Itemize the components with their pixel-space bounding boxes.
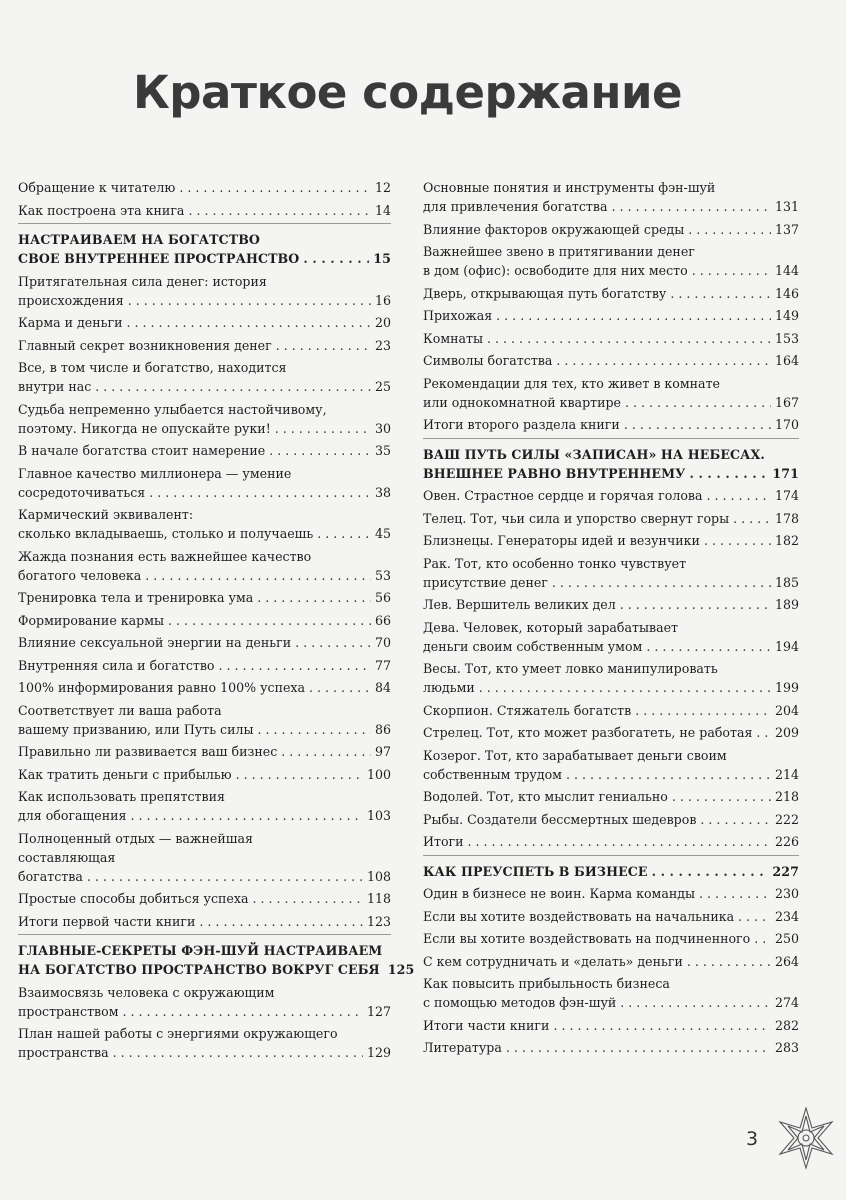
toc-page-number: 178 — [774, 510, 799, 526]
toc-page-number: 264 — [774, 953, 799, 969]
toc-page-number: 226 — [774, 834, 799, 849]
dot-leader — [276, 336, 371, 355]
dot-leader — [145, 566, 371, 585]
toc-entry — [18, 889, 391, 908]
toc-entry — [18, 787, 391, 825]
toc-entry-text: План нашей работы с энергиями окружающего — [18, 1026, 338, 1041]
toc-entry-text: Итоги второго раздела книги — [423, 417, 620, 432]
toc-entry-text: богатого человека — [18, 567, 142, 583]
dot-leader — [738, 907, 771, 926]
dot-leader — [295, 633, 371, 652]
toc-entry-text: Полноценный отдых — важнейшая — [18, 830, 253, 846]
toc-page-number: 149 — [774, 308, 799, 323]
toc-page-number: 194 — [774, 638, 799, 654]
toc-page-number: 170 — [774, 417, 799, 432]
toc-entry — [423, 618, 799, 656]
toc-page-number: 182 — [774, 533, 799, 548]
toc-page-number: 77 — [374, 657, 391, 673]
toc-page-number: 125 — [387, 962, 415, 977]
toc-page-number: 118 — [366, 891, 391, 906]
toc-page-number: 84 — [374, 680, 391, 695]
toc-entry — [18, 505, 391, 543]
dot-leader — [692, 261, 771, 280]
dot-leader — [689, 464, 768, 483]
toc-entry-text: Итоги части книги — [423, 1017, 550, 1033]
toc-entry-text: Рыбы. Создатели бессмертных шедевров — [423, 811, 697, 827]
toc-page-number: 146 — [774, 285, 799, 301]
toc-page-number: 35 — [374, 443, 391, 458]
dot-leader — [754, 929, 771, 948]
dot-leader — [487, 329, 771, 348]
toc-entry-text: с помощью методов фэн-шуй — [423, 995, 617, 1010]
dot-leader — [624, 415, 771, 434]
toc-page-number: 70 — [374, 635, 391, 650]
toc-entry-text: пространства — [18, 1045, 109, 1060]
toc-page-number: 218 — [774, 789, 799, 804]
toc-entry — [18, 464, 391, 502]
toc-entry — [423, 832, 799, 851]
dot-leader — [625, 393, 771, 412]
toc-entry — [18, 678, 391, 697]
dot-leader — [281, 742, 371, 761]
toc-entry-text: Влияние факторов окружающей среды — [423, 221, 685, 237]
dot-leader — [479, 678, 771, 697]
toc-right-column — [423, 178, 799, 1061]
dot-leader — [317, 524, 371, 543]
dot-leader — [219, 656, 371, 675]
toc-page-number: 15 — [373, 251, 391, 266]
toc-page-number: 66 — [374, 612, 391, 628]
toc-entry — [423, 415, 799, 434]
toc-entry-text: Простые способы добиться успеха — [18, 891, 249, 906]
toc-entry-text: Влияние сексуальной энергии на деньги — [18, 635, 292, 650]
toc-page-number: 209 — [774, 725, 799, 740]
toc-entry — [423, 1038, 799, 1057]
toc-entry-text: присутствие денег — [423, 574, 548, 590]
dot-leader — [566, 765, 771, 784]
toc-page-number: 127 — [366, 1003, 391, 1019]
dot-leader — [635, 701, 771, 720]
toc-page-number: 56 — [374, 590, 391, 605]
dot-leader — [652, 862, 769, 881]
toc-entry-text: Главный секрет возникновения денег — [18, 337, 272, 353]
toc-entry-text: В начале богатства стоит намерение — [18, 443, 266, 458]
dot-leader — [303, 249, 369, 268]
toc-entry-text: ВНЕШНЕЕ РАВНО ВНУТРЕННЕМУ — [423, 465, 686, 481]
toc-entry-text: Как построена эта книга — [18, 202, 185, 218]
toc-entry — [18, 336, 391, 355]
toc-entry — [423, 306, 799, 325]
toc-page-number: 20 — [374, 315, 391, 330]
toc-entry — [423, 220, 799, 239]
toc-entry — [18, 400, 391, 438]
dot-leader — [496, 306, 771, 325]
dot-leader — [646, 637, 771, 656]
toc-page-number: 14 — [374, 202, 391, 218]
toc-entry — [18, 701, 391, 739]
toc-entry-text: Все, в том числе и богатство, находится — [18, 360, 287, 375]
toc-entry — [423, 701, 799, 720]
toc-entry — [423, 329, 799, 348]
dot-leader — [506, 1038, 771, 1057]
section-divider — [423, 438, 799, 439]
toc-entry-text: собственным трудом — [423, 766, 562, 782]
toc-page-number: 38 — [374, 484, 391, 500]
toc-entry-text: составляющая — [18, 849, 116, 865]
toc-page-number: 222 — [774, 811, 799, 827]
toc-entry-text: СВОЕ ВНУТРЕННЕЕ ПРОСТРАНСТВО — [18, 251, 300, 266]
toc-entry-text: поэтому. Никогда не опускайте руки! — [18, 420, 271, 436]
toc-entry-text: Взаимосвязь человека с окружающим — [18, 984, 275, 1000]
dot-leader — [552, 573, 771, 592]
toc-entry-text: С кем сотрудничать и «делать» деньги — [423, 953, 683, 969]
toc-entry — [423, 907, 799, 926]
toc-entry — [423, 746, 799, 784]
toc-entry — [18, 633, 391, 652]
toc-entry — [18, 656, 391, 675]
toc-entry — [18, 1024, 391, 1062]
dot-leader — [168, 611, 371, 630]
toc-page-number: 23 — [374, 337, 391, 353]
toc-entry-text: НАСТРАИВАЕМ НА БОГАТСТВО — [18, 232, 261, 247]
toc-entry-text: Символы богатства — [423, 353, 553, 368]
toc-entry — [423, 884, 799, 903]
toc-entry-text: Комнаты — [423, 330, 484, 346]
toc-entry-text: Основные понятия и инструменты фэн-шуй — [423, 180, 716, 195]
toc-page-number: 164 — [774, 353, 799, 368]
toc-entry-text: людьми — [423, 680, 475, 695]
toc-page-number: 204 — [774, 702, 799, 718]
dot-leader — [95, 377, 371, 396]
toc-page-number: 199 — [774, 680, 799, 695]
toc-entry-text: Как тратить деньги с прибылью — [18, 766, 232, 782]
toc-entry — [423, 723, 799, 742]
toc-page-number: 45 — [374, 526, 391, 541]
toc-entry-text: Важнейшее звено в притягивании денег — [423, 244, 695, 259]
toc-entry-text: Водолей. Тот, кто мыслит гениально — [423, 789, 668, 804]
toc-page-number: 185 — [774, 574, 799, 590]
toc-entry — [18, 178, 391, 197]
toc-page-number: 16 — [374, 292, 391, 308]
dot-leader — [87, 867, 363, 886]
toc-entry-text: Кармический эквивалент: — [18, 507, 194, 522]
toc-page-number: 100 — [366, 766, 391, 782]
toc-entry-text: Литература — [423, 1040, 502, 1055]
toc-page-number: 108 — [366, 868, 391, 884]
dot-leader — [252, 889, 362, 908]
section-divider — [18, 223, 391, 224]
dot-leader — [704, 531, 771, 550]
page-title: Краткое содержание — [133, 66, 683, 119]
toc-entry-text: Телец. Тот, чьи сила и упорство свернут горы — [423, 510, 730, 526]
toc-entry-text: Тренировка тела и тренировка ума — [18, 590, 254, 605]
dot-leader — [556, 351, 771, 370]
toc-entry-text: Весы. Тот, кто умеет ловко манипулировать — [423, 661, 718, 676]
toc-entry-text: НА БОГАТСТВО ПРОСТРАНСТВО ВОКРУГ СЕБЯ — [18, 962, 380, 977]
toc-page-number: 189 — [774, 597, 799, 612]
toc-page-number: 25 — [374, 379, 391, 394]
toc-page-number: 53 — [374, 567, 391, 583]
dot-leader — [269, 441, 371, 460]
toc-page-number: 123 — [366, 913, 391, 929]
dot-leader — [707, 486, 771, 505]
toc-entry — [18, 912, 391, 931]
toc-entry — [18, 588, 391, 607]
toc-entry — [423, 554, 799, 592]
toc-page-number: 214 — [774, 766, 799, 782]
toc-entry-text: Карма и деньги — [18, 315, 123, 330]
toc-entry-text: для привлечения богатства — [423, 199, 608, 214]
toc-entry — [423, 509, 799, 528]
toc-entry-text: Притягательная сила денег: история — [18, 273, 267, 289]
toc-entry-text: Соответствует ли ваша работа — [18, 702, 222, 718]
toc-entry-text: Жажда познания есть важнейшее качество — [18, 548, 312, 564]
toc-entry-text: Дева. Человек, который зарабатывает — [423, 619, 679, 635]
section-divider — [18, 934, 391, 935]
toc-entry-text: Близнецы. Генераторы идей и везунчики — [423, 533, 700, 548]
dot-leader — [553, 1016, 771, 1035]
toc-entry — [18, 441, 391, 460]
star-ornament-icon — [774, 1106, 838, 1170]
toc-page-number: 171 — [772, 465, 799, 481]
dot-leader — [275, 419, 371, 438]
toc-entry — [18, 358, 391, 396]
toc-entry — [18, 742, 391, 761]
toc-entry-text: Козерог. Тот, кто зарабатывает деньги своим — [423, 747, 727, 763]
toc-section-heading — [18, 230, 391, 268]
toc-entry-text: пространством — [18, 1003, 119, 1019]
dot-leader — [688, 220, 771, 239]
toc-entry — [423, 178, 799, 216]
toc-entry-text: Если вы хотите воздействовать на подчиненного — [423, 931, 751, 946]
toc-entry-text: Итоги первой части книги — [18, 913, 196, 929]
toc-page-number: 167 — [774, 394, 799, 410]
toc-entry — [423, 531, 799, 550]
toc-entry-text: Овен. Страстное сердце и горячая голова — [423, 488, 703, 503]
toc-section-heading — [18, 941, 415, 979]
dot-leader — [188, 201, 371, 220]
dot-leader — [149, 483, 371, 502]
dot-leader — [756, 723, 771, 742]
toc-entry-text: Лев. Вершитель великих дел — [423, 597, 616, 612]
toc-entry-text: сосредоточиваться — [18, 484, 146, 500]
toc-left-column — [18, 178, 415, 1066]
toc-entry-text: 100% информирования равно 100% успеха — [18, 680, 306, 695]
toc-entry-text: вашему призванию, или Путь силы — [18, 721, 254, 737]
toc-entry — [18, 983, 391, 1021]
dot-leader — [113, 1043, 363, 1062]
dot-leader — [130, 806, 363, 825]
toc-entry — [18, 829, 391, 886]
toc-page-number: 174 — [774, 488, 799, 503]
toc-entry-text: Стрелец. Тот, кто может разбогатеть, не работая — [423, 725, 753, 740]
dot-leader — [611, 197, 770, 216]
toc-entry — [423, 974, 799, 1012]
toc-page-number: 250 — [774, 931, 799, 946]
toc-entry-text: Как использовать препятствия — [18, 789, 225, 804]
toc-entry — [423, 1016, 799, 1035]
toc-entry — [423, 595, 799, 614]
dot-leader — [123, 1002, 363, 1021]
page-number: 3 — [746, 1128, 759, 1150]
dot-leader — [236, 765, 363, 784]
toc-entry-text: Внутренняя сила и богатство — [18, 657, 215, 673]
toc-entry — [18, 201, 391, 220]
toc-entry — [423, 929, 799, 948]
toc-page-number: 274 — [774, 995, 799, 1010]
toc-entry — [423, 787, 799, 806]
toc-entry-text: сколько вкладываешь, столько и получаешь — [18, 526, 314, 541]
toc-entry-text: Правильно ли развивается ваш бизнес — [18, 744, 278, 759]
dot-leader — [179, 178, 371, 197]
toc-entry-text: происхождения — [18, 292, 124, 308]
toc-entry — [18, 547, 391, 585]
toc-page-number: 12 — [374, 180, 391, 195]
toc-entry — [423, 351, 799, 370]
dot-leader — [670, 284, 771, 303]
toc-entry-text: или однокомнатной квартире — [423, 394, 622, 410]
toc-entry — [423, 284, 799, 303]
toc-page-number: 86 — [374, 721, 391, 737]
toc-page-number: 227 — [772, 863, 799, 879]
toc-page-number: 144 — [774, 263, 799, 278]
toc-section-heading — [423, 445, 799, 483]
section-divider — [423, 855, 799, 856]
toc-entry-text: КАК ПРЕУСПЕТЬ В БИЗНЕСЕ — [423, 863, 648, 879]
dot-leader — [672, 787, 771, 806]
toc-page-number: 129 — [366, 1045, 391, 1060]
toc-page-number: 131 — [774, 199, 799, 214]
dot-leader — [309, 678, 371, 697]
toc-entry-text: Скорпион. Стяжатель богатств — [423, 702, 632, 718]
toc-page-number: 153 — [774, 330, 799, 346]
toc-page-number: 97 — [374, 744, 391, 759]
toc-entry-text: Один в бизнесе не воин. Карма команды — [423, 886, 696, 901]
dot-leader — [199, 912, 363, 931]
toc-entry-text: Формирование кармы — [18, 612, 165, 628]
toc-page-number: 137 — [774, 221, 799, 237]
toc-entry-text: ГЛАВНЫЕ-СЕКРЕТЫ ФЭН-ШУЙ НАСТРАИВАЕМ — [18, 943, 383, 958]
toc-section-heading — [423, 862, 799, 881]
dot-leader — [258, 720, 371, 739]
toc-entry-text: Итоги — [423, 834, 464, 849]
toc-page-number: 103 — [366, 808, 391, 823]
toc-entry-text: Если вы хотите воздействовать на начальника — [423, 908, 735, 924]
dot-leader — [468, 832, 771, 851]
dot-leader — [620, 993, 771, 1012]
toc-entry-text: Главное качество миллионера — умение — [18, 465, 292, 481]
toc-entry — [423, 486, 799, 505]
toc-entry-text: в дом (офис): освободите для них место — [423, 263, 688, 278]
dot-leader — [128, 291, 371, 310]
toc-entry-text: ВАШ ПУТЬ СИЛЫ «ЗАПИСАН» НА НЕБЕСАХ. — [423, 446, 765, 462]
toc-entry-text: Дверь, открывающая путь богатству — [423, 285, 667, 301]
toc-entry-text: Как повысить прибыльность бизнеса — [423, 976, 670, 991]
toc-entry-text: Обращение к читателю — [18, 180, 176, 195]
dot-leader — [733, 509, 771, 528]
dot-leader — [126, 313, 370, 332]
toc-entry-text: богатства — [18, 868, 83, 884]
toc-entry — [423, 659, 799, 697]
dot-leader — [687, 952, 771, 971]
toc-entry — [423, 952, 799, 971]
toc-page-number: 282 — [774, 1017, 799, 1033]
toc-entry — [18, 313, 391, 332]
dot-leader — [257, 588, 371, 607]
toc-entry-text: деньги своим собственным умом — [423, 638, 643, 654]
toc-entry — [423, 374, 799, 412]
toc-entry-text: Прихожая — [423, 308, 493, 323]
toc-entry-text: Судьба непременно улыбается настойчивому, — [18, 401, 327, 417]
toc-entry — [18, 611, 391, 630]
toc-entry — [18, 272, 391, 310]
toc-page-number: 283 — [774, 1040, 799, 1055]
toc-entry-text: внутри нас — [18, 379, 92, 394]
toc-entry — [18, 765, 391, 784]
toc-page-number: 30 — [374, 420, 391, 436]
toc-page-number: 234 — [774, 908, 799, 924]
toc-entry-text: Рак. Тот, кто особенно тонко чувствует — [423, 555, 687, 571]
dot-leader — [620, 595, 771, 614]
toc-entry-text: для обогащения — [18, 808, 127, 823]
dot-leader — [699, 884, 771, 903]
toc-entry — [423, 242, 799, 280]
toc-entry-text: Рекомендации для тех, кто живет в комнате — [423, 375, 720, 391]
toc-entry — [423, 810, 799, 829]
toc-page-number: 230 — [774, 886, 799, 901]
dot-leader — [700, 810, 771, 829]
